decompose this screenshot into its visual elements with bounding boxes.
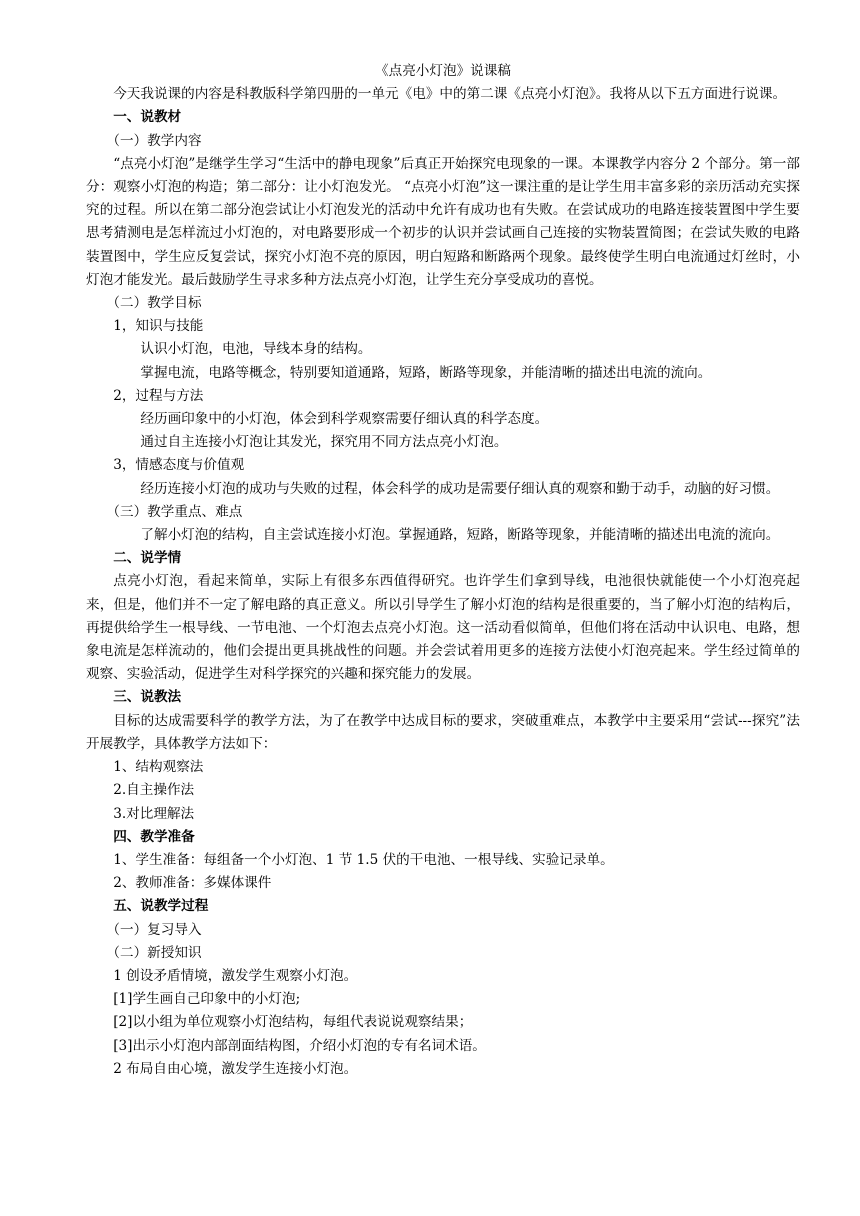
section-heading-students: 二、说学情 [113,550,182,567]
students-paragraph: 点亮小灯泡，看起来简单，实际上有很多东西值得研究。也许学生们拿到导线，电池很快就能使一个小灯泡亮起来，但是，他们并不一定了解电路的真正意义。所以引导学生了解小灯泡的结构是很重要的，当了解小灯泡的结构后，再提供给学生一根导线、一节电池、一个灯泡去点亮小灯泡。这一活动看似简单，但他们将在活动中认识电、电路，想象电流是怎样流动的，他们会提出更具挑战性的问题。并会尝试着用更多的连接方法使小灯泡亮起来。学生经过简单的观察、实验活动，促进学生对科学探究的兴趣和探究能力的发展。 [86,573,800,683]
process-subheading: （一）复习导入 [106,921,202,938]
process-item: 1 创设矛盾情境，激发学生观察小灯泡。 [113,967,358,984]
goal-knowledge-item: 认识小灯泡，电池，导线本身的结构。 [140,341,372,358]
goal-process-heading: 2，过程与方法 [113,387,204,404]
section-heading-process: 五、说教学过程 [113,898,209,915]
preparation-item: 2、教师准备：多媒体课件 [113,875,272,892]
goal-attitude-heading: 3，情感态度与价值观 [113,457,245,474]
subheading-teaching-content: （一）教学内容 [106,132,202,149]
preparation-item: 1、学生准备：每组备一个小灯泡、1 节 1.5 伏的干电池、一根导线、实验记录单。 [113,851,614,868]
methods-paragraph: 目标的达成需要科学的教学方法，为了在教学中达成目标的要求，突破重难点，本教学中主要采用“尝试---探究”法开展教学，具体教学方法如下： [86,712,800,752]
process-item: [2]以小组为单位观察小灯泡结构，每组代表说说观察结果； [113,1014,473,1031]
section-heading-methods: 三、说教法 [113,689,182,706]
process-subheading: （二）新授知识 [106,944,202,961]
process-item: [1]学生画自己印象中的小灯泡; [113,991,301,1008]
method-item: 1、结构观察法 [113,759,204,776]
method-item: 2.自主操作法 [113,782,195,799]
goal-process-item: 通过自主连接小灯泡让其发光，探究用不同方法点亮小灯泡。 [140,434,508,451]
goal-knowledge-item: 掌握电流，电路等概念，特别要知道通路，短路，断路等现象，并能清晰的描述出电流的流向。 [140,364,712,381]
teaching-content-paragraph: “点亮小灯泡”是继学生学习“生活中的静电现象”后真正开始探究电现象的一课。本课教学内容分 2 个部分。第一部分：观察小灯泡的构造；第二部分：让小灯泡发光。 “点亮小灯泡”这一课注重的是让学生用丰富多彩的亲历活动充实探究的过程。所以在第二部分泡尝试让小灯泡发光的活动中允许有成功也有失败。在尝试成功的电路连接装置图中学生要思考猜测电是怎样流过小灯泡的，对电路要形成一个初步的认识并尝试画自己连接的实物装置简图；在尝试失败的电路装置图中，学生应反复尝试，探究小灯泡不亮的原因，明白短路和断路两个现象。最终使学生明白电流通过灯丝时，小灯泡才能发光。最后鼓励学生寻求多种方法点亮小灯泡，让学生充分享受成功的喜悦。 [86,155,800,288]
subheading-key-points: （三）教学重点、难点 [106,503,243,520]
document-page [86,60,800,1081]
goal-process-item: 经历画印象中的小灯泡，体会到科学观察需要仔细认真的科学态度。 [140,411,549,428]
section-heading-textbook: 一、说教材 [113,109,182,126]
intro-paragraph: 今天我说课的内容是科教版科学第四册的一单元《电》中的第二课《点亮小灯泡》。我将从以下五方面进行说课。 [113,86,787,103]
section-heading-preparation: 四、教学准备 [113,828,195,845]
document-title: 《点亮小灯泡》说课稿 [375,63,511,79]
goal-attitude-item: 经历连接小灯泡的成功与失败的过程，体会科学的成功是需要仔细认真的观察和勤于动手，动脑的好习惯。 [140,480,780,497]
process-item: [3]出示小灯泡内部剖面结构图，介绍小灯泡的专有名词术语。 [113,1037,486,1054]
subheading-teaching-goals: （二）教学目标 [106,295,202,312]
key-points-paragraph: 了解小灯泡的结构，自主尝试连接小灯泡。掌握通路，短路，断路等现象，并能清晰的描述出电流的流向。 [140,527,780,544]
process-item: 2 布局自由心境，激发学生连接小灯泡。 [113,1060,358,1077]
goal-knowledge-heading: 1，知识与技能 [113,318,204,335]
method-item: 3.对比理解法 [113,805,195,822]
